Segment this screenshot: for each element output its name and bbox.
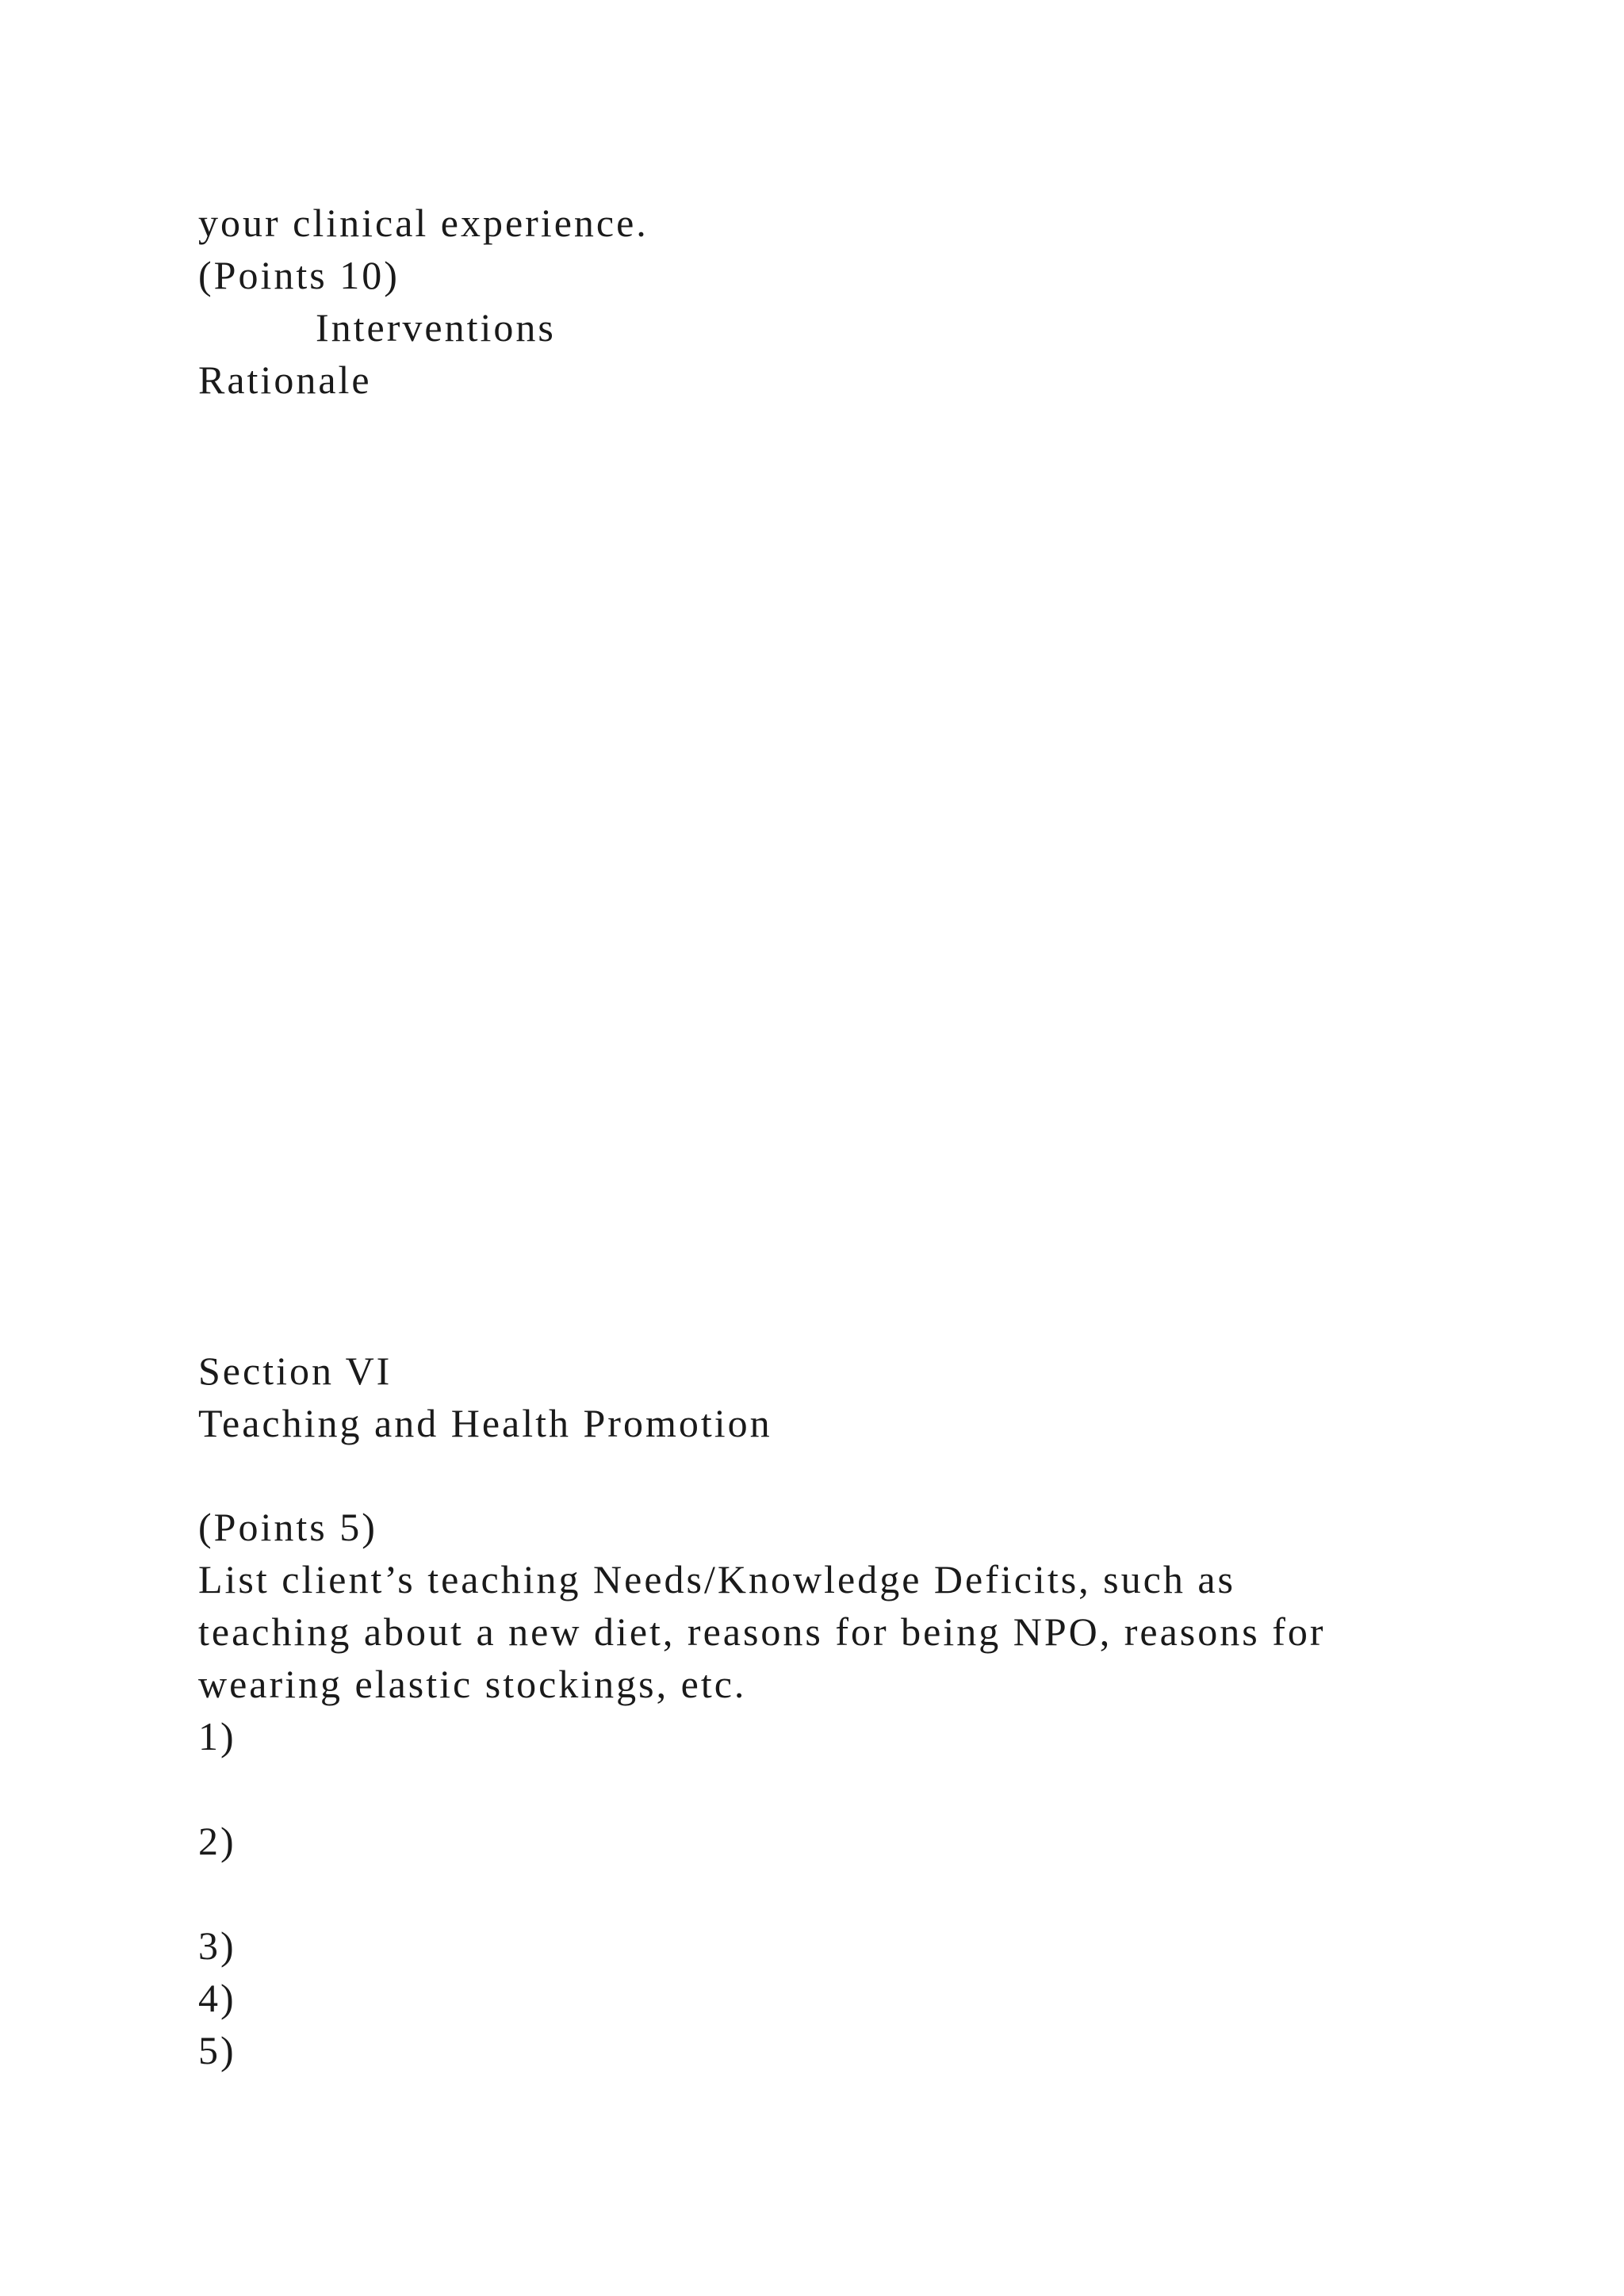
list-item-3: 3)	[198, 1923, 236, 1968]
list-item-5: 5)	[198, 2028, 236, 2072]
list-item-1: 1)	[198, 1714, 236, 1758]
list-item-4: 4)	[198, 1976, 236, 2020]
points-label-section: (Points 5)	[198, 1505, 377, 1549]
instruction-line-1: List client’s teaching Needs/Knowledge Deficits, such as	[198, 1557, 1235, 1601]
list-item-2: 2)	[198, 1819, 236, 1863]
interventions-heading: Interventions	[316, 305, 556, 350]
rationale-heading: Rationale	[198, 358, 372, 402]
instruction-line-2: teaching about a new diet, reasons for being NPO, reasons for	[198, 1609, 1326, 1654]
section-title: Teaching and Health Promotion	[198, 1401, 772, 1445]
points-label-top: (Points 10)	[198, 253, 400, 297]
section-number: Section VI	[198, 1349, 393, 1393]
continuation-text: your clinical experience.	[198, 201, 649, 245]
instruction-line-3: wearing elastic stockings, etc.	[198, 1662, 747, 1706]
